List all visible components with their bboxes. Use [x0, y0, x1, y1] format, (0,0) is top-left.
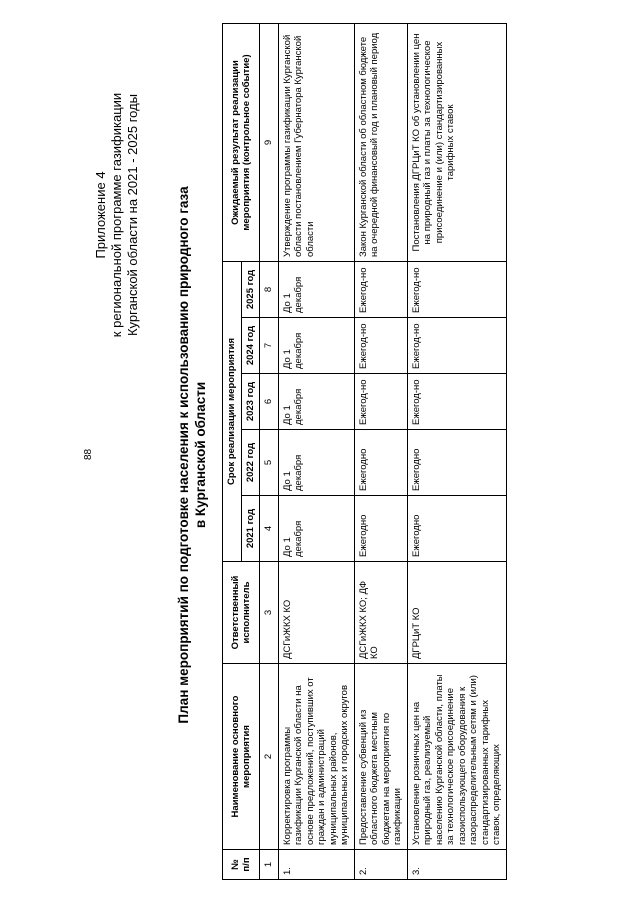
header-num: № п/п	[223, 850, 260, 880]
row-responsible: ДГРЦиТ КО	[407, 562, 506, 664]
row-2021: До 1 декабря	[278, 496, 354, 562]
header-year-2022: 2022 год	[241, 430, 260, 496]
header-row	[223, 23, 242, 879]
row-2023: До 1 декабря	[278, 374, 354, 430]
row-2024: Ежегод-но	[354, 318, 407, 374]
appendix-heading	[93, 65, 141, 365]
title-line-2: в Курганской области	[193, 381, 208, 529]
row-responsible: ДСГиЖКХ КО; ДФ КО	[354, 562, 407, 664]
appendix-line-1: Приложение 4	[93, 171, 108, 259]
column-number: 3	[260, 562, 279, 664]
column-number: 9	[260, 23, 279, 261]
row-2023: Ежегод-но	[407, 374, 506, 430]
row-2025: Ежегод-но	[407, 261, 506, 317]
column-number: 8	[260, 261, 279, 317]
row-number: 3.	[407, 850, 506, 880]
row-2025: До 1 декабря	[278, 261, 354, 317]
row-name: Предоставление субвенций из областного бюджета местным бюджетам на мероприятия по газификации	[354, 664, 407, 850]
row-2024: Ежегод-но	[407, 318, 506, 374]
page-number: 88	[83, 448, 94, 460]
document-title	[175, 35, 209, 875]
header-period: Срок реализации мероприятия	[223, 261, 242, 561]
header-responsible: Ответственный исполнитель	[223, 562, 260, 664]
appendix-line-3: Курганской области на 2021 - 2025 годы	[125, 93, 140, 337]
row-name: Корректировка программы газификации Курганской области на основе предложений, поступивших от граждан и администраций муниципальных районов, муниципальных и городских округов	[278, 664, 354, 850]
column-number: 5	[260, 430, 279, 496]
header-year-2025: 2025 год	[241, 261, 260, 317]
row-result: Постановления ДГРЦиТ КО об установлении цен на природный газ и платы за технологическое присоединение и (или) стандартизированных тарифных ставок	[407, 23, 506, 261]
column-number: 4	[260, 496, 279, 562]
appendix-line-2: к региональной программе газификации	[109, 92, 124, 338]
column-number: 6	[260, 374, 279, 430]
row-name: Установление розничных цен на природный газ, реализуемый населению Курганской области, платы за технологическое присоединение газоиспользующего оборудования к газораспределительным сетям и (или) стандартизированных тарифных ставок, определяющих	[407, 664, 506, 850]
row-number: 1.	[278, 850, 354, 880]
row-2025: Ежегод-но	[354, 261, 407, 317]
header-year-2024: 2024 год	[241, 318, 260, 374]
row-2021: Ежегодно	[354, 496, 407, 562]
table-row	[354, 23, 407, 879]
row-number: 2.	[354, 850, 407, 880]
column-number: 7	[260, 318, 279, 374]
header-year-2023: 2023 год	[241, 374, 260, 430]
row-2022: Ежегодно	[407, 430, 506, 496]
row-responsible: ДСГиЖКХ КО	[278, 562, 354, 664]
column-number: 2	[260, 664, 279, 850]
column-number: 1	[260, 850, 279, 880]
plan-table	[222, 23, 507, 880]
table-row	[278, 23, 354, 879]
row-2022: До 1 декабря	[278, 430, 354, 496]
row-result: Закон Курганской области об областном бюджете на очередной финансовый год и плановый период	[354, 23, 407, 261]
header-name: Наименование основного мероприятия	[223, 664, 260, 850]
header-year-2021: 2021 год	[241, 496, 260, 562]
header-result: Ожидаемый результат реализации мероприятия (контрольное событие)	[223, 23, 260, 261]
table-row	[407, 23, 506, 879]
row-2024: До 1 декабря	[278, 318, 354, 374]
row-result: Утверждение программы газификации Курганской области постановлением Губернатора Курганской области	[278, 23, 354, 261]
row-2021: Ежегодно	[407, 496, 506, 562]
row-2022: Ежегодно	[354, 430, 407, 496]
column-number-row	[260, 23, 279, 879]
row-2023: Ежегод-но	[354, 374, 407, 430]
title-line-1: План мероприятий по подготовке населения к использованию природного газа	[176, 186, 191, 724]
